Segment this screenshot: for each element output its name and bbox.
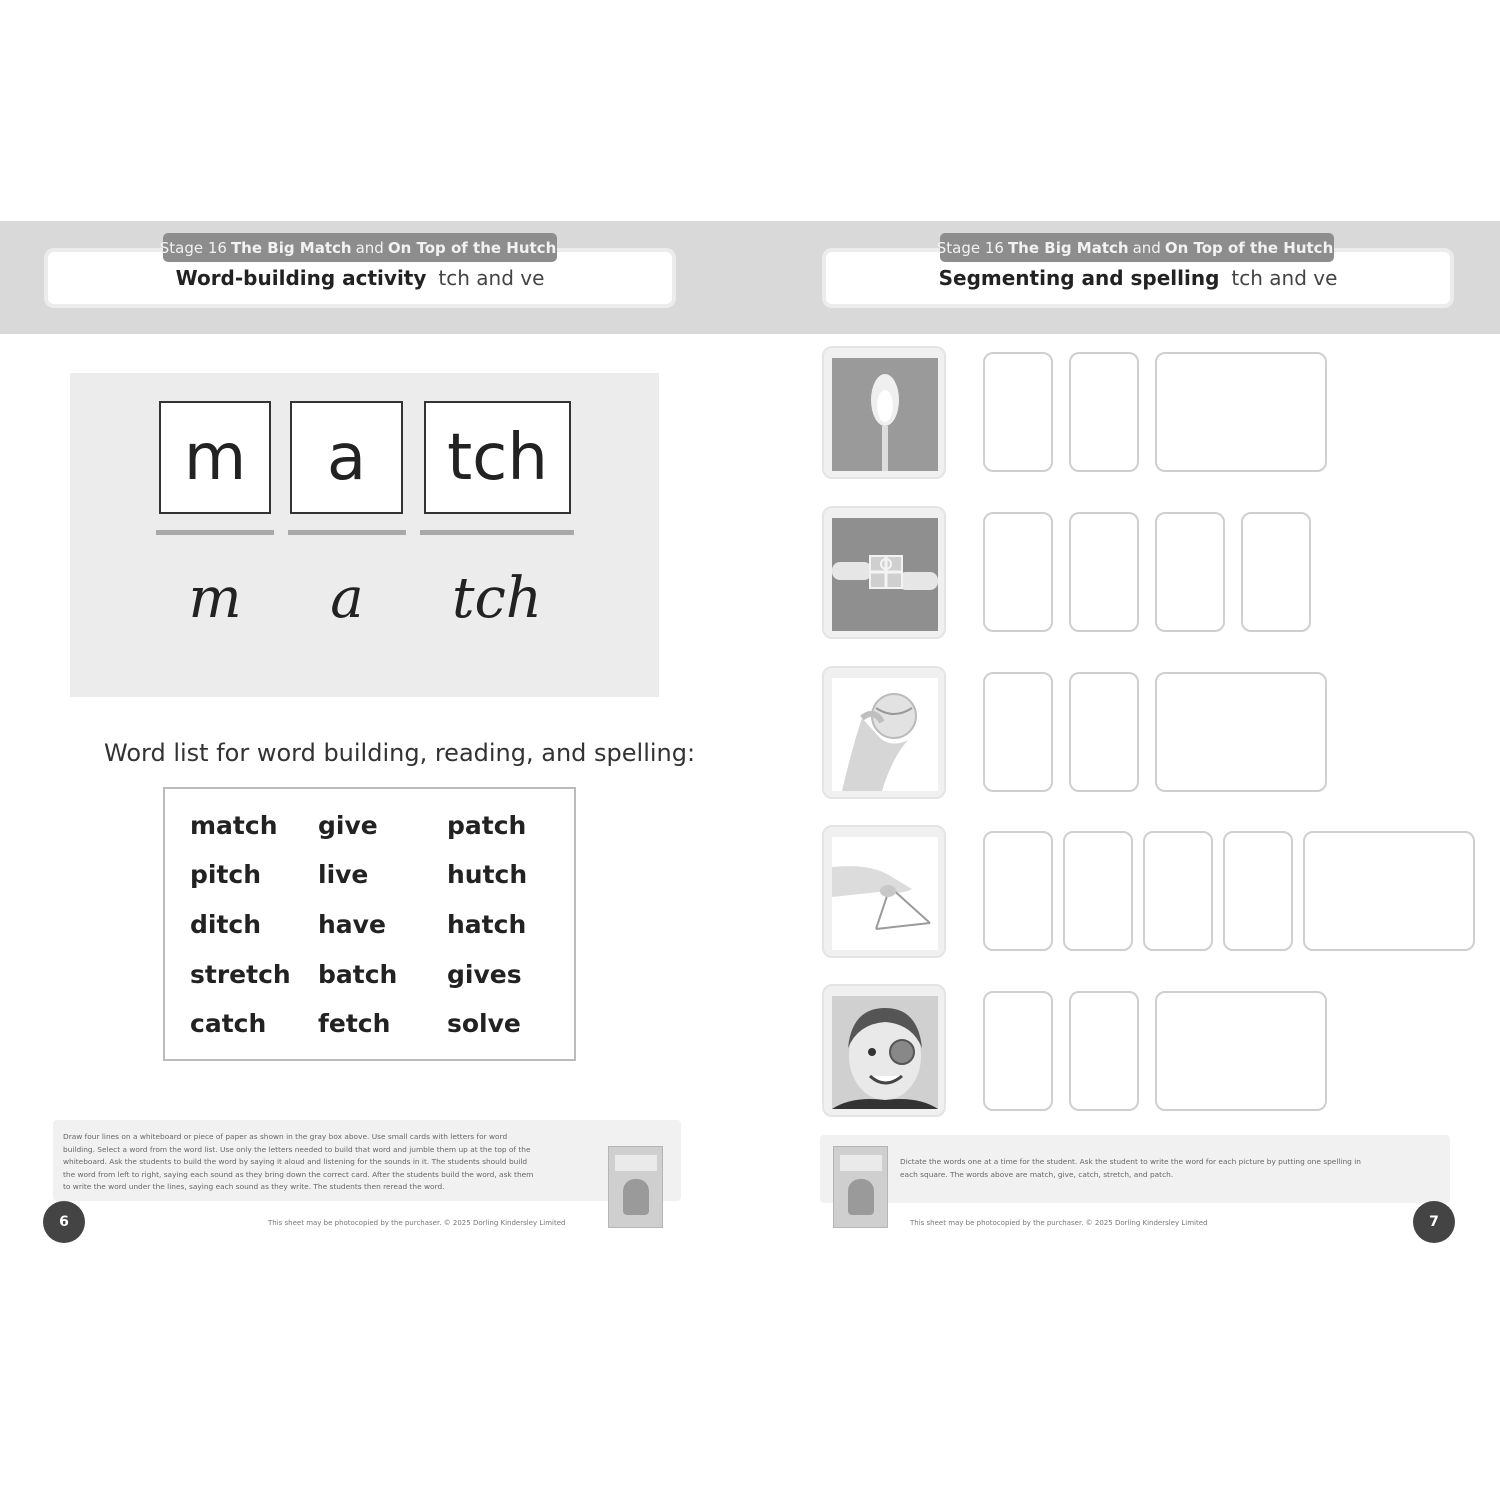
spelling-box[interactable] — [1155, 352, 1327, 472]
note-line: Dictate the words one at a time for the student. Ask the student to write the word for each picture by putting one spelling in — [900, 1157, 1361, 1166]
book-cover-thumbnail — [608, 1146, 663, 1228]
patch-icon — [832, 996, 938, 1109]
letter-card: tch — [424, 401, 571, 514]
spelling-box[interactable] — [1303, 831, 1475, 951]
word-list-item: hutch — [447, 860, 528, 889]
word-list-item: batch — [318, 960, 398, 989]
note-line: whiteboard. Ask the students to build the word by saying it aloud and listening for the sounds in it. The students should build — [63, 1157, 528, 1167]
note-line: to write the word under the lines, saying each sound as they write. The students then reread the word. — [63, 1182, 445, 1192]
spelling-box[interactable] — [1155, 512, 1225, 632]
writing-line — [420, 530, 574, 535]
word-list-item: gives — [447, 960, 522, 989]
word-list-item: solve — [447, 1009, 521, 1038]
spelling-box[interactable] — [1069, 991, 1139, 1111]
right-stage-tab — [936, 233, 1334, 262]
picture-frame — [822, 825, 946, 958]
word-list-item: catch — [190, 1009, 267, 1038]
word-list-item: stretch — [190, 960, 291, 989]
give-icon — [832, 518, 938, 631]
written-letter: a — [330, 566, 364, 631]
spelling-box[interactable] — [983, 991, 1053, 1111]
spelling-box[interactable] — [1223, 831, 1293, 951]
teacher-note — [900, 1156, 1430, 1181]
book-cover-thumbnail — [833, 1146, 888, 1228]
match-icon — [832, 358, 938, 471]
word-list-item: patch — [447, 811, 527, 840]
stretch-icon — [832, 837, 938, 950]
left-page-title: Word-building activity — [175, 266, 427, 290]
spelling-box[interactable] — [983, 672, 1053, 792]
book-title-1: The Big Match — [230, 238, 352, 257]
spelling-box[interactable] — [1155, 672, 1327, 792]
stage-label: Stage 16 — [936, 238, 1004, 257]
note-line: building. Select a word from the word list. Use only the letters needed to build that word and jumble them up at the top of the — [63, 1144, 531, 1154]
writing-line — [288, 530, 406, 535]
word-list-item: give — [318, 811, 378, 840]
copyright-footer: This sheet may be photocopied by the purchaser. © 2025 Dorling Kindersley Limited — [268, 1219, 566, 1227]
spelling-box[interactable] — [983, 831, 1053, 951]
word-list-item: pitch — [190, 860, 262, 889]
spelling-box[interactable] — [1143, 831, 1213, 951]
page-number: 6 — [43, 1201, 85, 1243]
written-letter: m — [188, 566, 242, 631]
letter-card: m — [159, 401, 271, 514]
left-page-subtitle: tch and ve — [438, 266, 545, 290]
picture-frame — [822, 984, 946, 1117]
right-page-title: Segmenting and spelling — [938, 266, 1220, 290]
stage-label: Stage 16 — [159, 238, 227, 257]
word-list-item: hatch — [447, 910, 527, 939]
picture-frame — [822, 666, 946, 799]
spelling-box[interactable] — [1069, 352, 1139, 472]
letter-card: a — [290, 401, 403, 514]
written-letter: tch — [452, 566, 542, 631]
writing-line — [156, 530, 274, 535]
note-line: the word from left to right, saying each sound as they bring down the correct card. After the students build the word, ask them — [63, 1169, 534, 1179]
word-list-item: match — [190, 811, 278, 840]
word-list-item: have — [318, 910, 386, 939]
note-line: Draw four lines on a whiteboard or piece of paper as shown in the gray box above. Use small cards with letters for word — [63, 1132, 508, 1141]
left-stage-tab — [159, 233, 557, 262]
spelling-box[interactable] — [1069, 512, 1139, 632]
copyright-footer: This sheet may be photocopied by the purchaser. © 2025 Dorling Kindersley Limited — [910, 1219, 1208, 1227]
note-line: each square. The words above are match, give, catch, stretch, and patch. — [900, 1169, 1174, 1179]
spelling-box[interactable] — [1241, 512, 1311, 632]
spelling-box[interactable] — [1155, 991, 1327, 1111]
book-title-2: On Top of the Hutch — [387, 238, 557, 257]
book-title-1: The Big Match — [1007, 238, 1129, 257]
word-list-label: Word list for word building, reading, and spelling: — [104, 739, 696, 767]
word-list-item: live — [318, 860, 369, 889]
spelling-box[interactable] — [983, 352, 1053, 472]
picture-frame — [822, 346, 946, 479]
catch-icon — [832, 678, 938, 791]
book-title-2: On Top of the Hutch — [1164, 238, 1334, 257]
right-page-subtitle: tch and ve — [1231, 266, 1338, 290]
book-spread — [0, 221, 1500, 1278]
teacher-note — [63, 1131, 603, 1194]
spelling-box[interactable] — [983, 512, 1053, 632]
stage-joiner: and — [1132, 238, 1161, 257]
page-number: 7 — [1413, 1201, 1455, 1243]
picture-frame — [822, 506, 946, 639]
stage-joiner: and — [355, 238, 384, 257]
word-list-item: ditch — [190, 910, 262, 939]
spelling-box[interactable] — [1063, 831, 1133, 951]
word-list-box — [163, 787, 576, 1061]
spelling-box[interactable] — [1069, 672, 1139, 792]
word-list-item: fetch — [318, 1009, 391, 1038]
